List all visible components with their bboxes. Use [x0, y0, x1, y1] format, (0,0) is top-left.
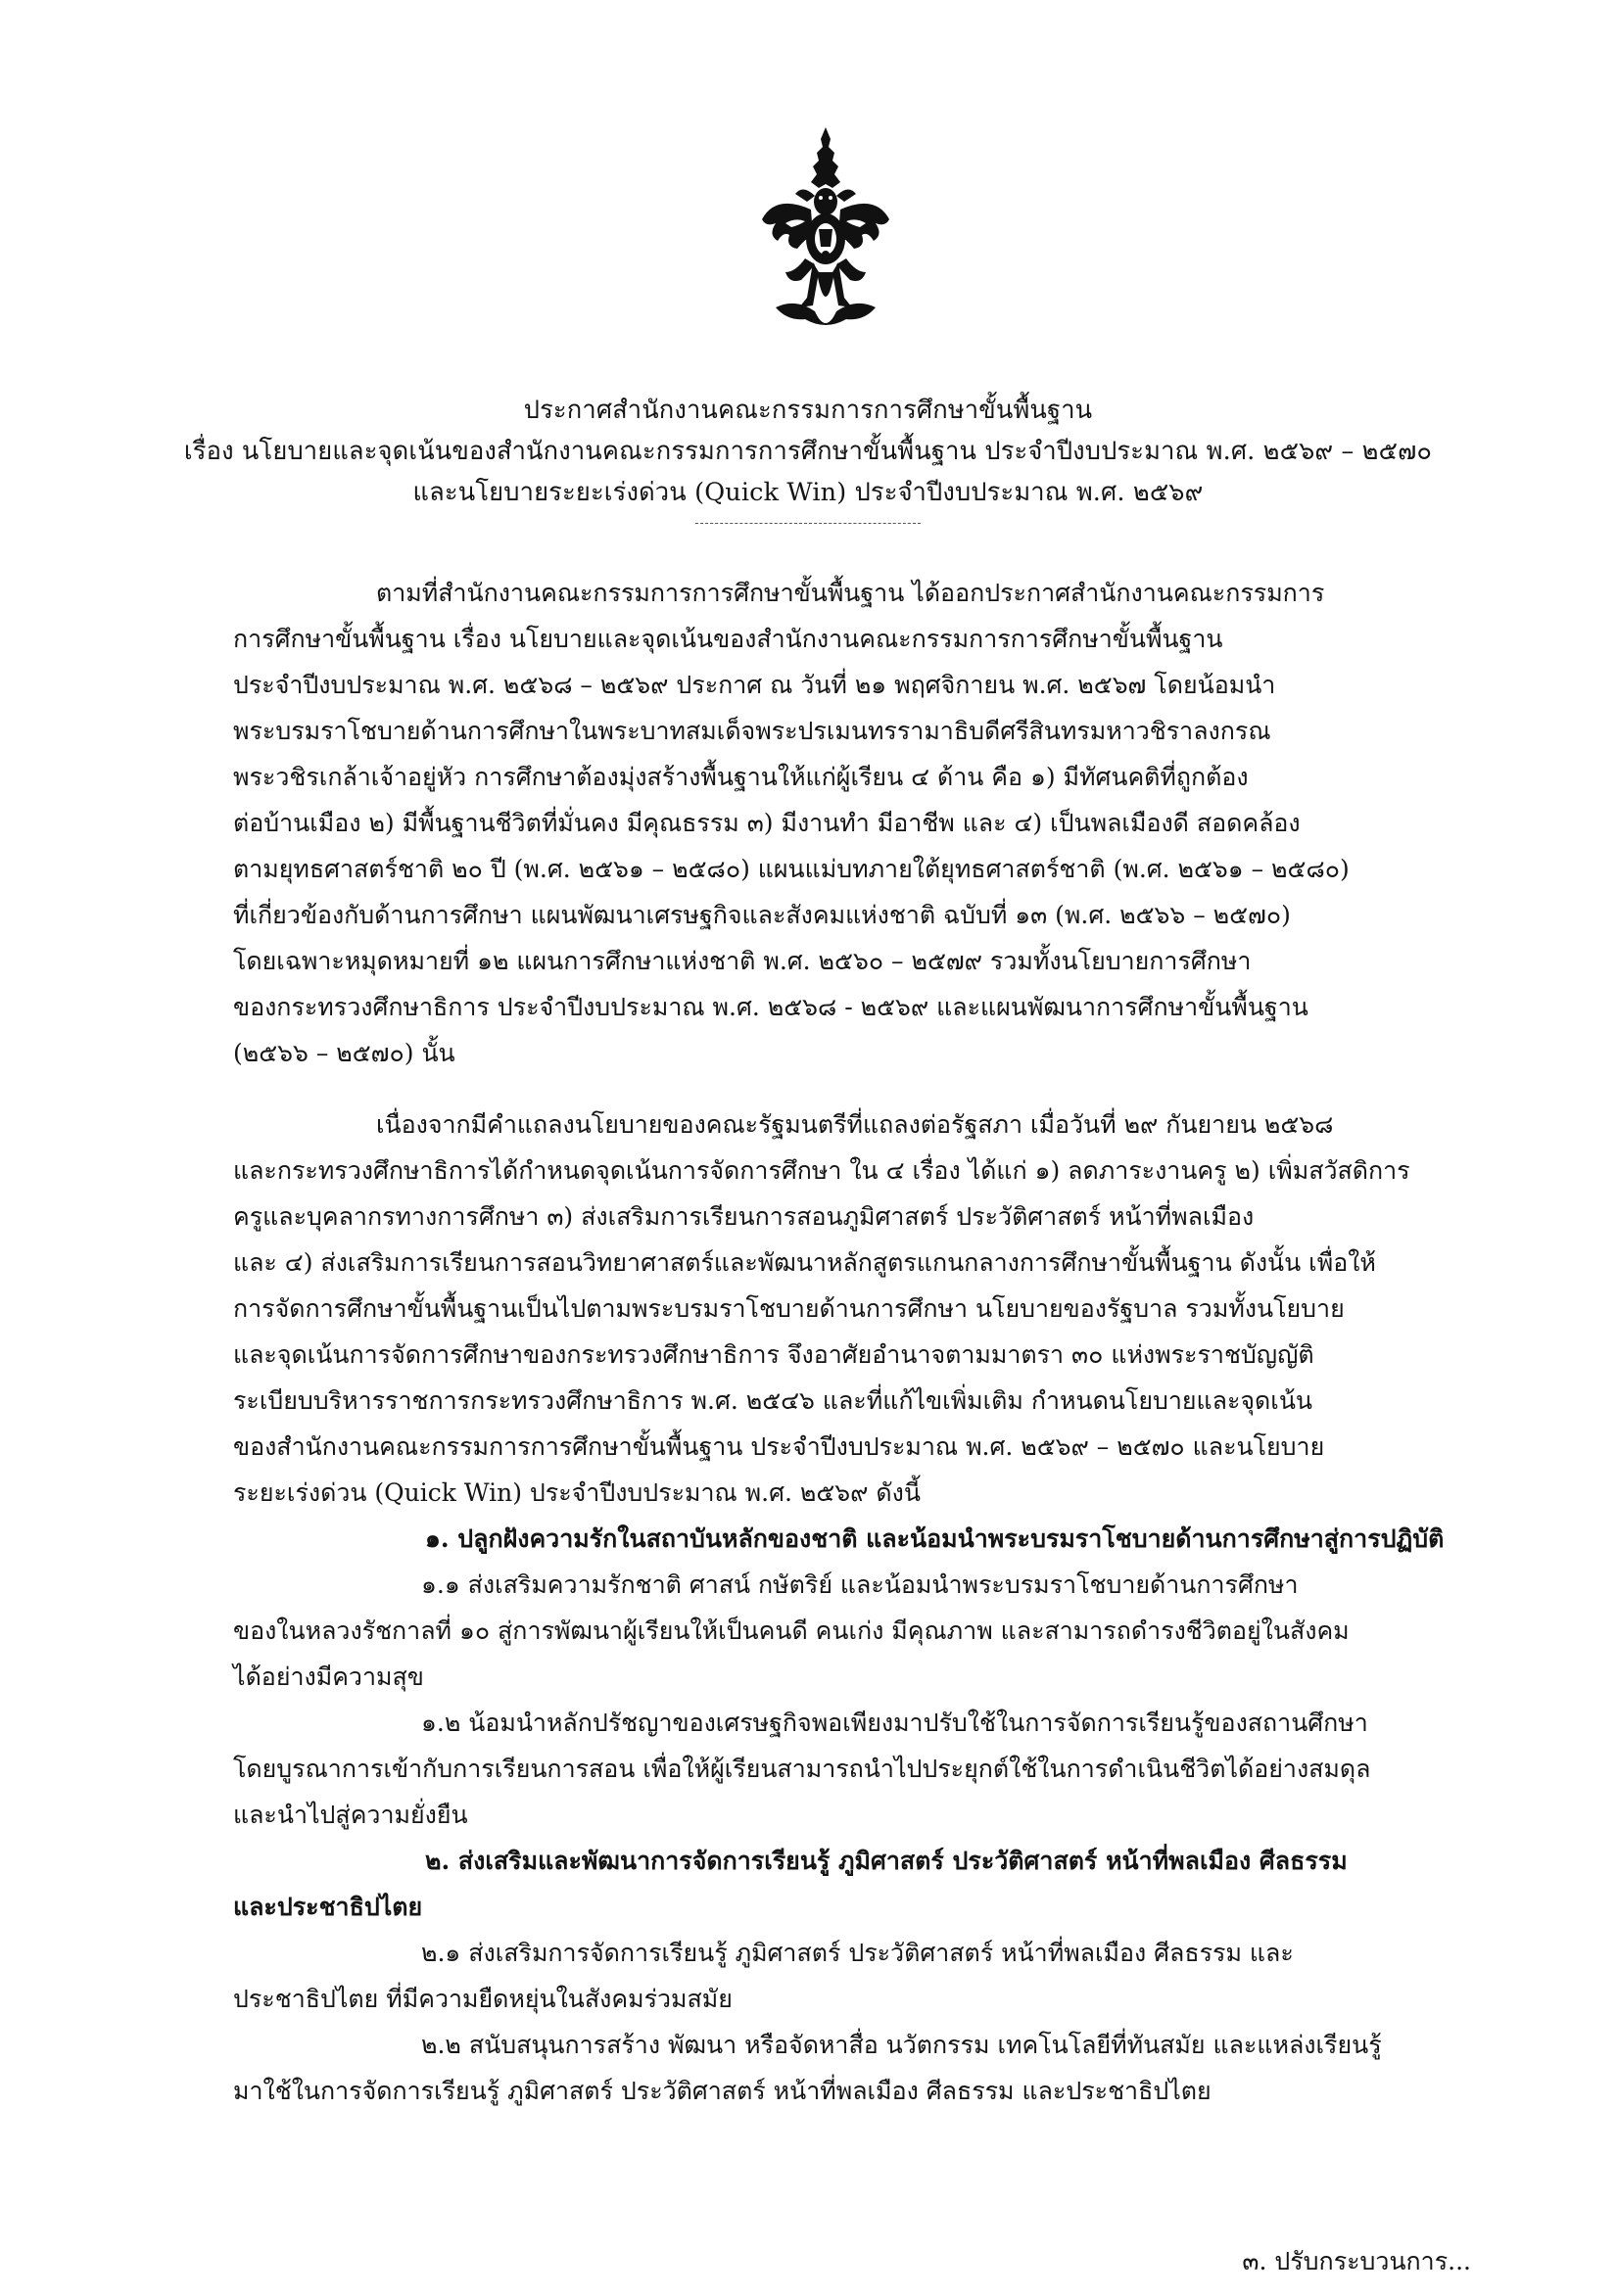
text-line: ต่อบ้านเมือง ๒) มีพื้นฐานชีวิตที่มั่นคง มีคุณธรรม ๓) มีงานทำ มีอาชีพ และ ๔) เป็นพลเมืองดี สอดคล้อง — [233, 809, 1301, 837]
text-line: การศึกษาขั้นพื้นฐาน เรื่อง นโยบายและจุดเน้นของสำนักงานคณะกรรมการการศึกษาขั้นพื้นฐาน — [233, 625, 1223, 653]
text-line: ระเบียบบริหารราชการกระทรวงศึกษาธิการ พ.ศ. ๒๕๔๖ และที่แก้ไขเพิ่มเติม กำหนดนโยบายและจุดเน้น — [233, 1386, 1313, 1415]
text-line: มาใช้ในการจัดการเรียนรู้ ภูมิศาสตร์ ประวัติศาสตร์ หน้าที่พลเมือง ศีลธรรม และประชาธิปไตย — [233, 2077, 1212, 2105]
text-line: เนื่องจากมีคำแถลงนโยบายของคณะรัฐมนตรีที่แถลงต่อรัฐสภา เมื่อวันที่ ๒๙ กันยายน ๒๕๖๘ — [376, 1110, 1334, 1139]
text-line: ที่เกี่ยวข้องกับด้านการศึกษา แผนพัฒนาเศรษฐกิจและสังคมแห่งชาติ ฉบับที่ ๑๓ (พ.ศ. ๒๕๖๖ – ๒๕๗๐) — [233, 901, 1291, 929]
text-line: ระยะเร่งด่วน (Quick Win) ประจำปีงบประมาณ พ.ศ. ๒๕๖๙ ดังนี้ — [233, 1478, 921, 1507]
text-line: ๒.๒ สนับสนุนการสร้าง พัฒนา หรือจัดหาสื่อ นวัตกรรม เทคโนโลยีที่ทันสมัย และแหล่งเรียนรู้ — [421, 2031, 1382, 2059]
text-line: ประจำปีงบประมาณ พ.ศ. ๒๕๖๘ – ๒๕๖๙ ประกาศ ณ วันที่ ๒๑ พฤศจิกายน พ.ศ. ๒๕๖๗ โดยน้อมนำ — [233, 671, 1276, 699]
page-continuation: ๓. ปรับกระบวนการ... — [1242, 2247, 1471, 2275]
header-title: ประกาศสำนักงานคณะกรรมการการศึกษาขั้นพื้นฐาน — [523, 396, 1093, 425]
text-line: ประชาธิปไตย ที่มีความยืดหยุ่นในสังคมร่วมสมัย — [233, 1985, 733, 2013]
paragraph-1 — [233, 570, 1467, 1076]
paragraph-2 — [233, 1101, 1467, 1516]
text-line: ของในหลวงรัชกาลที่ ๑๐ สู่การพัฒนาผู้เรียนให้เป็นคนดี คนเก่ง มีคุณภาพ และสามารถดำรงชีวิตอยู่ในสังคม — [233, 1617, 1350, 1645]
text-line: ตามยุทธศาสตร์ชาติ ๒๐ ปี (พ.ศ. ๒๕๖๑ – ๒๕๘๐) แผนแม่บทภายใต้ยุทธศาสตร์ชาติ (พ.ศ. ๒๕๖๑ – ๒๕๘๐) — [233, 855, 1350, 883]
text-line: ครูและบุคลากรทางการศึกษา ๓) ส่งเสริมการเรียนการสอนภูมิศาสตร์ ประวัติศาสตร์ หน้าที่พลเมือง — [233, 1202, 1255, 1231]
header-separator — [695, 523, 921, 524]
text-line: พระบรมราโชบายด้านการศึกษาในพระบาทสมเด็จพระปรเมนทรรามาธิบดีศรีสินทรมหาวชิราลงกรณ — [233, 717, 1271, 745]
text-line: ได้อย่างมีความสุข — [233, 1663, 424, 1691]
text-line: และนำไปสู่ความยั่งยืน — [233, 1801, 468, 1829]
text-line: โดยบูรณาการเข้ากับการเรียนการสอน เพื่อให้ผู้เรียนสามารถนำไปประยุกต์ใช้ในการดำเนินชีวิตได้อย่างสมดุล — [233, 1755, 1371, 1783]
header-subject-continued: และนโยบายระยะเร่งด่วน (Quick Win) ประจำปีงบประมาณ พ.ศ. ๒๕๖๙ — [412, 478, 1204, 507]
text-line: โดยเฉพาะหมุดหมายที่ ๑๒ แผนการศึกษาแห่งชาติ พ.ศ. ๒๕๖๐ – ๒๕๗๙ รวมทั้งนโยบายการศึกษา — [233, 947, 1252, 975]
header-subject: เรื่อง นโยบายและจุดเน้นของสำนักงานคณะกรรมการการศึกษาขั้นพื้นฐาน ประจำปีงบประมาณ พ.ศ. ๒๕๖๙ – ๒๕๗๐ — [183, 437, 1433, 466]
text-line: ตามที่สำนักงานคณะกรรมการการศึกษาขั้นพื้นฐาน ได้ออกประกาศสำนักงานคณะกรรมการ — [376, 579, 1325, 607]
text-line: ๒.๑ ส่งเสริมการจัดการเรียนรู้ ภูมิศาสตร์ ประวัติศาสตร์ หน้าที่พลเมือง ศีลธรรม และ — [421, 1939, 1294, 1967]
text-line: และกระทรวงศึกษาธิการได้กำหนดจุดเน้นการจัดการศึกษา ใน ๔ เรื่อง ได้แก่ ๑) ลดภาระงานครู ๒) เพิ่มสวัสดิการ — [233, 1156, 1410, 1185]
document-body — [233, 570, 1467, 2114]
text-line: การจัดการศึกษาขั้นพื้นฐานเป็นไปตามพระบรมราโชบายด้านการศึกษา นโยบายของรัฐบาล รวมทั้งนโยบาย — [233, 1294, 1345, 1323]
text-line: และจุดเน้นการจัดการศึกษาของกระทรวงศึกษาธิการ จึงอาศัยอำนาจตามมาตรา ๓๐ แห่งพระราชบัญญัติ — [233, 1340, 1314, 1369]
text-line: ของกระทรวงศึกษาธิการ ประจำปีงบประมาณ พ.ศ. ๒๕๖๘ - ๒๕๖๙ และแผนพัฒนาการศึกษาขั้นพื้นฐาน — [233, 993, 1308, 1021]
section-2 — [233, 1838, 1467, 2114]
section-1 — [233, 1516, 1467, 1838]
section-heading: ๑. ปลูกฝังความรักในสถาบันหลักของชาติ และน้อมนำพระบรมราโชบายด้านการศึกษาสู่การปฏิบัติ — [425, 1524, 1445, 1553]
text-line: พระวชิรเกล้าเจ้าอยู่หัว การศึกษาต้องมุ่งสร้างพื้นฐานให้แก่ผู้เรียน ๔ ด้าน คือ ๑) มีทัศนคติที่ถูกต้อง — [233, 763, 1249, 791]
text-line: ของสำนักงานคณะกรรมการการศึกษาขั้นพื้นฐาน ประจำปีงบประมาณ พ.ศ. ๒๕๖๙ – ๒๕๗๐ และนโยบาย — [233, 1432, 1325, 1461]
section-heading-continued: และประชาธิปไตย — [233, 1893, 423, 1921]
announcement-header — [0, 390, 1616, 524]
text-line: ๑.๒ น้อมนำหลักปรัชญาของเศรษฐกิจพอเพียงมาปรับใช้ในการจัดการเรียนรู้ของสถานศึกษา — [421, 1709, 1368, 1737]
garuda-emblem-icon — [756, 125, 895, 335]
paragraph-gap — [233, 1076, 1467, 1101]
text-line: และ ๔) ส่งเสริมการเรียนการสอนวิทยาศาสตร์และพัฒนาหลักสูตรแกนกลางการศึกษาขั้นพื้นฐาน ดังนั้น เพื่อให้ — [233, 1248, 1376, 1277]
text-line: (๒๕๖๖ – ๒๕๗๐) นั้น — [233, 1039, 455, 1067]
section-heading: ๒. ส่งเสริมและพัฒนาการจัดการเรียนรู้ ภูมิศาสตร์ ประวัติศาสตร์ หน้าที่พลเมือง ศีลธรรม — [425, 1847, 1348, 1875]
text-line: ๑.๑ ส่งเสริมความรักชาติ ศาสน์ กษัตริย์ และน้อมนำพระบรมราโชบายด้านการศึกษา — [421, 1570, 1299, 1599]
